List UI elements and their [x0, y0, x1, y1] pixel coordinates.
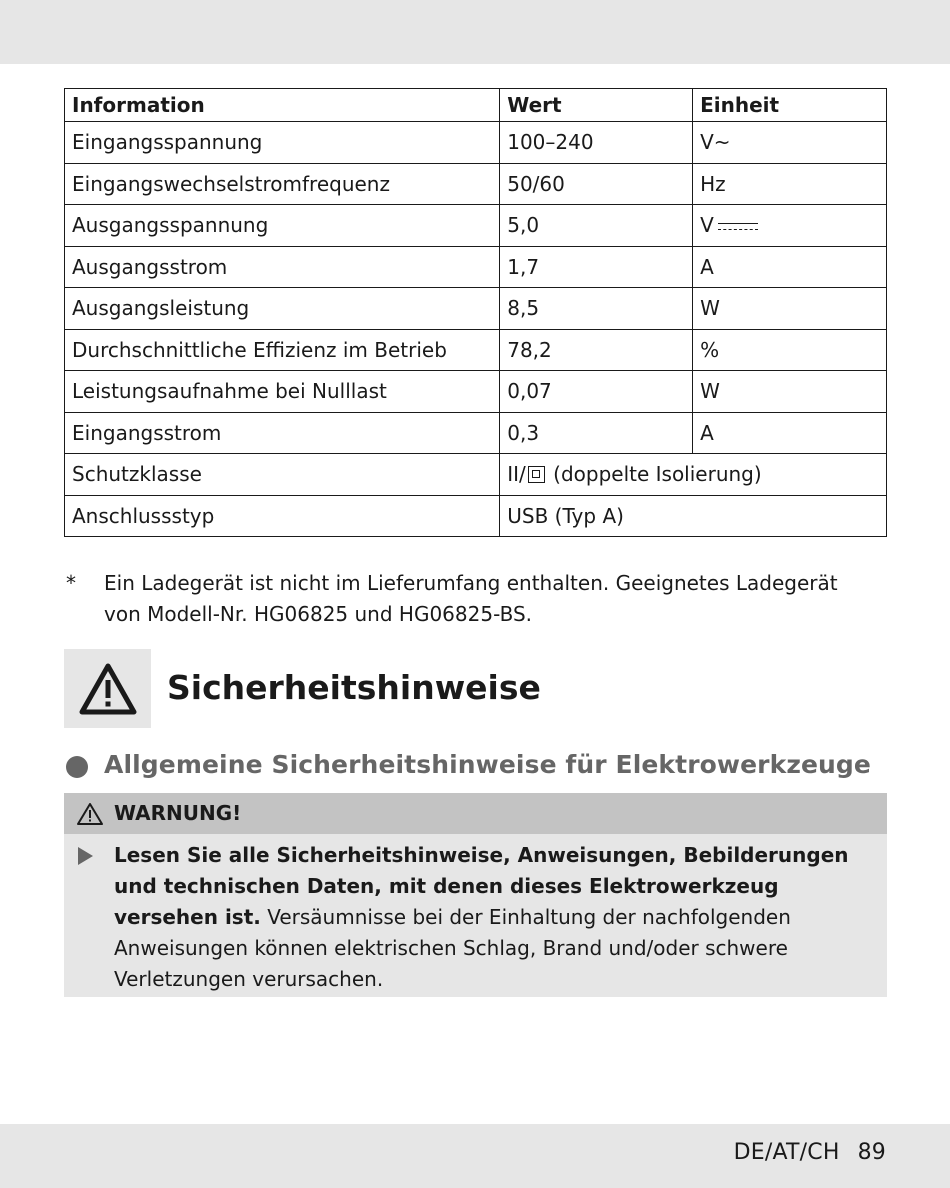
- bullet-dot-icon: [66, 756, 88, 778]
- info-cell: Leistungsaufnahme bei Nulllast: [65, 371, 500, 413]
- arrow-right-icon: [78, 847, 93, 865]
- warning-body: [64, 834, 887, 997]
- header-einheit: Einheit: [693, 89, 887, 122]
- unit-cell: V~: [693, 122, 887, 164]
- subsection-heading: [64, 748, 894, 788]
- info-cell: Durchschnittliche Effizienz im Betrieb: [65, 329, 500, 371]
- table-row: [65, 329, 887, 371]
- double-insulation-icon: [528, 466, 545, 483]
- unit-cell: W: [693, 288, 887, 330]
- warning-small-icon: [76, 802, 104, 826]
- dc-current-icon: [718, 221, 758, 233]
- value-cell: 78,2: [500, 329, 693, 371]
- schutzklasse-prefix: II/: [507, 462, 526, 487]
- footnote: [64, 568, 854, 630]
- schutzklasse-suffix: (doppelte Isolierung): [546, 462, 762, 487]
- header-wert: Wert: [500, 89, 693, 122]
- value-cell: 1,7: [500, 246, 693, 288]
- value-cell: 50/60: [500, 163, 693, 205]
- page-number: 89: [857, 1140, 886, 1165]
- warning-triangle-icon: [79, 662, 137, 716]
- table-row: [65, 371, 887, 413]
- table-row-schutzklasse: [65, 454, 887, 496]
- unit-cell: Hz: [693, 163, 887, 205]
- value-cell: 100–240: [500, 122, 693, 164]
- value-cell: 0,3: [500, 412, 693, 454]
- top-band: [0, 0, 950, 64]
- table-row: [65, 412, 887, 454]
- section-title: Sicherheitshinweise: [167, 668, 541, 707]
- footer: [734, 1140, 886, 1165]
- table-row: [65, 122, 887, 164]
- table-row: [65, 163, 887, 205]
- warning-label: WARNUNG!: [114, 801, 242, 825]
- subsection-title: Allgemeine Sicherheitshinweise für Elektrowerkzeuge: [104, 750, 871, 779]
- table-row: [65, 288, 887, 330]
- footnote-marker: *: [66, 571, 76, 595]
- anschluss-value-cell: USB (Typ A): [500, 495, 887, 537]
- table-header-row: [65, 89, 887, 122]
- info-cell: Eingangsspannung: [65, 122, 500, 164]
- table-row: [65, 205, 887, 247]
- warning-bar: [64, 793, 887, 834]
- header-information: Information: [65, 89, 500, 122]
- footnote-text: Ein Ladegerät ist nicht im Lieferumfang enthalten. Geeignetes Ladegerät von Modell-Nr. HG06825 und HG06825-BS.: [104, 571, 838, 626]
- unit-cell: A: [693, 246, 887, 288]
- table-row-anschluss: [65, 495, 887, 537]
- spec-table: [64, 88, 887, 537]
- warning-bold-text: Lesen Sie alle Sicherheitshinweise, Anweisungen, Bebilderungen und technischen Daten, mit denen dieses Elektrowerkzeug versehen ist.: [114, 843, 849, 929]
- unit-text: V: [700, 213, 714, 238]
- info-cell: Ausgangsspannung: [65, 205, 500, 247]
- unit-cell: A: [693, 412, 887, 454]
- unit-cell: [693, 205, 887, 247]
- schutzklasse-value-cell: [500, 454, 887, 496]
- warning-paragraph: [114, 840, 884, 995]
- unit-cell: %: [693, 329, 887, 371]
- info-cell: Eingangsstrom: [65, 412, 500, 454]
- value-cell: 5,0: [500, 205, 693, 247]
- info-cell: Anschlussstyp: [65, 495, 500, 537]
- info-cell: Ausgangsstrom: [65, 246, 500, 288]
- warning-icon-box: [64, 649, 151, 728]
- info-cell: Schutzklasse: [65, 454, 500, 496]
- value-cell: 8,5: [500, 288, 693, 330]
- unit-cell: W: [693, 371, 887, 413]
- table-row: [65, 246, 887, 288]
- info-cell: Eingangswechselstromfrequenz: [65, 163, 500, 205]
- value-cell: 0,07: [500, 371, 693, 413]
- warning-normal-text: Versäumnisse bei der Einhaltung der nachfolgenden Anweisungen können elektrischen Schlag, Brand und/oder schwere Verletzungen verursachen.: [114, 905, 791, 991]
- footer-region: DE/AT/CH: [733, 1140, 840, 1165]
- info-cell: Ausgangsleistung: [65, 288, 500, 330]
